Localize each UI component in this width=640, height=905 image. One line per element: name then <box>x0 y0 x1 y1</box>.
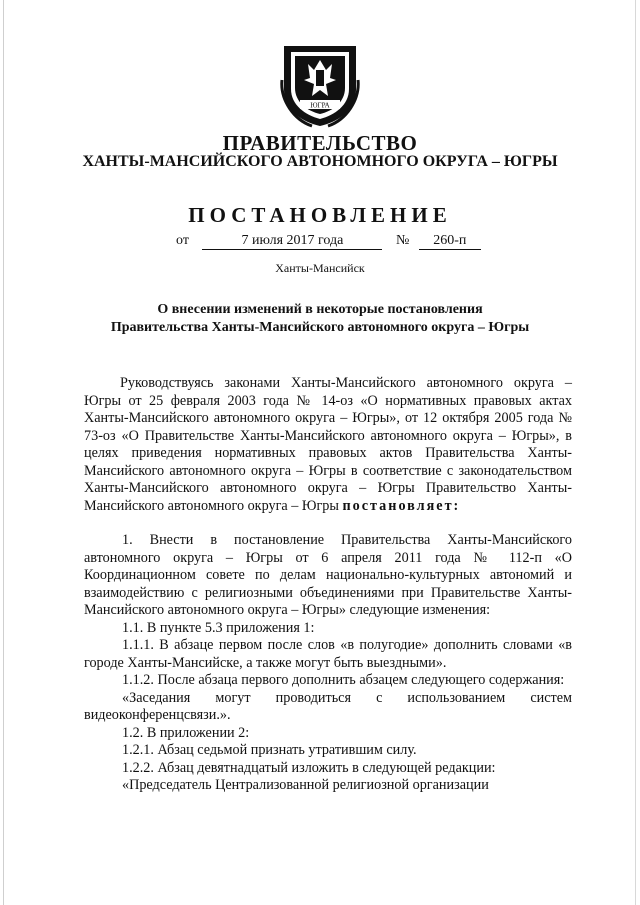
paragraph-item: 1.1.1. В абзаце первом после слов «в полугодие» дополнить словами «в городе Ханты-Мансийске, а также могут быть выездными». <box>84 637 572 671</box>
paragraph-item: 1.2. В приложении 2: <box>122 724 250 741</box>
paragraph-item: «Заседания могут проводиться с использованием систем видеоконференцсвязи.». <box>84 689 572 723</box>
document-number: 260-п <box>419 233 481 250</box>
emblem-caption: ЮГРА <box>310 101 330 110</box>
region-title: ХАНТЫ-МАНСИЙСКОГО АВТОНОМНОГО ОКРУГА – ЮГРЫ <box>82 153 558 170</box>
paragraph-item: 1.2.2. Абзац девятнадцатый изложить в следующей редакции: <box>122 759 496 776</box>
subject-line-2: Правительства Ханты-Мансийского автономного округа – Югры <box>110 320 530 335</box>
preamble-paragraph <box>84 375 572 515</box>
date-number-line <box>176 233 481 250</box>
preamble-text: Руководствуясь законами Ханты-Мансийского автономного округа – Югры от 25 февраля 2003 года № 14-оз «О нормативных правовых актах Ханты-Мансийского автономного округа – Югры», от 12 октября 2005 года № 73-оз «О Правительстве Ханты-Мансийского автономного округа – Югры», в целях приведения нормативных правовых актов Правительства Ханты-Мансийского автономного округа – Югры в соответствие с законодательством Ханты-Мансийского автономного округа – Югры Правительство Ханты-Мансийского автономного округа – Югры <box>84 375 572 514</box>
paragraph-item: 1.2.1. Абзац седьмой признать утратившим силу. <box>122 742 417 758</box>
document-body <box>84 375 572 795</box>
date-from-label: от <box>176 233 189 248</box>
city-name: Ханты-Мансийск <box>275 261 365 275</box>
document-date: 7 июля 2017 года <box>202 233 382 250</box>
subject-line-1: О внесении изменений в некоторые постановления <box>157 302 483 317</box>
document-type-title: ПОСТАНОВЛЕНИЕ <box>188 203 452 227</box>
paragraph-item: 1.1. В пункте 5.3 приложения 1: <box>122 619 315 636</box>
coat-of-arms-emblem <box>280 40 360 128</box>
government-title: ПРАВИТЕЛЬСТВО <box>222 131 418 155</box>
paragraph-item: 1. Внести в постановление Правительства Ханты-Мансийского автономного округа – Югры от 6 апреля 2011 года № 112-п «О Координационном совете по делам национально-культурных автономий и взаимодействию с религиозными объединениями при Правительстве Ханты-Мансийского автономного округа – Югры» следующие изменения: <box>84 532 572 618</box>
number-label: № <box>395 233 410 248</box>
paragraph-item: «Председатель Централизованной религиозной организации <box>122 777 489 793</box>
paragraph-item: 1.1.2. После абзаца первого дополнить абзацем следующего содержания: <box>122 672 565 688</box>
resolves-word: постановляет: <box>342 497 461 514</box>
